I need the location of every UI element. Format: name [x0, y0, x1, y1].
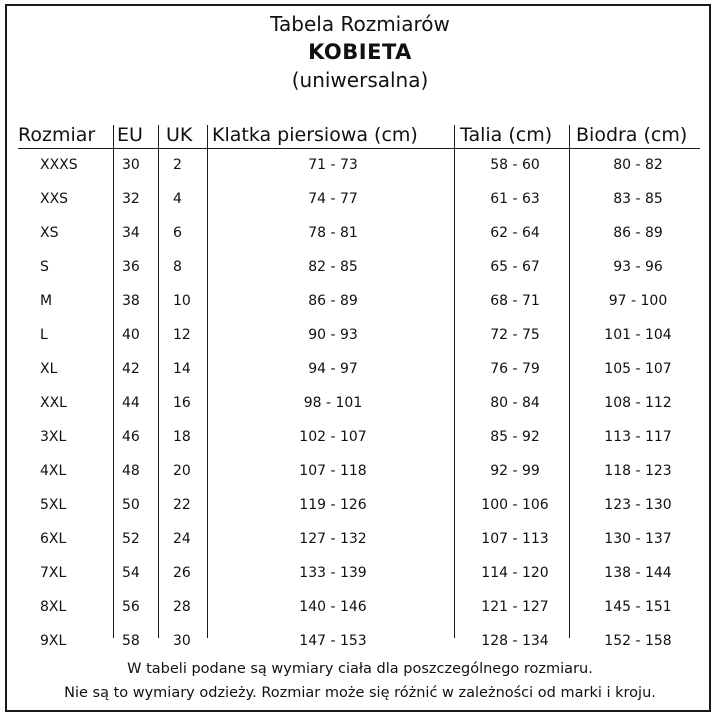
- waist-cell: 80 - 84: [490, 395, 540, 411]
- uk-cell: 30: [173, 633, 191, 649]
- uk-cell: 2: [173, 157, 182, 173]
- footer-line: W tabeli podane są wymiary ciała dla poszczególnego rozmiaru.: [127, 661, 593, 677]
- hips-cell: 83 - 85: [613, 191, 663, 207]
- size-cell: XXXS: [40, 157, 78, 173]
- waist-cell: 107 - 113: [481, 531, 549, 547]
- waist-cell: 76 - 79: [490, 361, 540, 377]
- uk-cell: 18: [173, 429, 191, 445]
- page-subtitle: KOBIETA: [308, 40, 412, 64]
- eu-cell: 30: [122, 157, 140, 173]
- chest-cell: 119 - 126: [299, 497, 367, 513]
- size-cell: 4XL: [40, 463, 67, 479]
- uk-cell: 24: [173, 531, 191, 547]
- eu-cell: 56: [122, 599, 140, 615]
- table-row: [0, 626, 720, 660]
- hips-cell: 138 - 144: [604, 565, 672, 581]
- uk-cell: 20: [173, 463, 191, 479]
- chest-cell: 82 - 85: [308, 259, 358, 275]
- uk-cell: 12: [173, 327, 191, 343]
- size-cell: XS: [40, 225, 59, 241]
- table-row: [0, 184, 720, 218]
- chest-cell: 133 - 139: [299, 565, 367, 581]
- uk-cell: 6: [173, 225, 182, 241]
- table-row: [0, 456, 720, 490]
- header-size: Rozmiar: [18, 124, 96, 146]
- eu-cell: 48: [122, 463, 140, 479]
- chest-cell: 74 - 77: [308, 191, 358, 207]
- table-row: [0, 388, 720, 422]
- hips-cell: 118 - 123: [604, 463, 672, 479]
- size-cell: M: [40, 293, 53, 309]
- uk-cell: 14: [173, 361, 191, 377]
- table-row: [0, 320, 720, 354]
- chest-cell: 86 - 89: [308, 293, 358, 309]
- waist-cell: 61 - 63: [490, 191, 540, 207]
- size-cell: XXL: [40, 395, 67, 411]
- waist-cell: 72 - 75: [490, 327, 540, 343]
- eu-cell: 52: [122, 531, 140, 547]
- hips-cell: 80 - 82: [613, 157, 663, 173]
- size-cell: 6XL: [40, 531, 67, 547]
- waist-cell: 68 - 71: [490, 293, 540, 309]
- waist-cell: 85 - 92: [490, 429, 540, 445]
- waist-cell: 121 - 127: [481, 599, 549, 615]
- header-waist: Talia (cm): [460, 124, 553, 146]
- uk-cell: 28: [173, 599, 191, 615]
- table-row: [0, 592, 720, 626]
- hips-cell: 123 - 130: [604, 497, 672, 513]
- table-row: [0, 524, 720, 558]
- table-row: [0, 422, 720, 456]
- size-cell: 9XL: [40, 633, 67, 649]
- footer-line: Nie są to wymiary odzieży. Rozmiar może się różnić w zależności od marki i kroju.: [64, 685, 656, 701]
- hips-cell: 145 - 151: [604, 599, 672, 615]
- hips-cell: 97 - 100: [608, 293, 668, 309]
- chest-cell: 127 - 132: [299, 531, 367, 547]
- eu-cell: 46: [122, 429, 140, 445]
- waist-cell: 92 - 99: [490, 463, 540, 479]
- table-header: [0, 123, 720, 149]
- uk-cell: 10: [173, 293, 191, 309]
- hips-cell: 101 - 104: [604, 327, 672, 343]
- chest-cell: 147 - 153: [299, 633, 367, 649]
- hips-cell: 105 - 107: [604, 361, 672, 377]
- table-row: [0, 218, 720, 252]
- page-title: Tabela Rozmiarów: [270, 12, 450, 36]
- size-cell: 8XL: [40, 599, 67, 615]
- hips-cell: 93 - 96: [613, 259, 663, 275]
- hips-cell: 130 - 137: [604, 531, 672, 547]
- size-cell: 3XL: [40, 429, 67, 445]
- table-row: [0, 150, 720, 184]
- chest-cell: 94 - 97: [308, 361, 358, 377]
- header-chest: Klatka piersiowa (cm): [212, 124, 418, 146]
- header-divider: [18, 148, 700, 149]
- header-eu: EU: [117, 124, 143, 146]
- eu-cell: 44: [122, 395, 140, 411]
- hips-cell: 108 - 112: [604, 395, 672, 411]
- chest-cell: 98 - 101: [303, 395, 363, 411]
- waist-cell: 114 - 120: [481, 565, 549, 581]
- size-cell: L: [40, 327, 48, 343]
- table-row: [0, 252, 720, 286]
- chest-cell: 140 - 146: [299, 599, 367, 615]
- table-row: [0, 490, 720, 524]
- chest-cell: 102 - 107: [299, 429, 367, 445]
- chest-cell: 90 - 93: [308, 327, 358, 343]
- size-cell: S: [40, 259, 49, 275]
- waist-cell: 62 - 64: [490, 225, 540, 241]
- eu-cell: 54: [122, 565, 140, 581]
- size-cell: 5XL: [40, 497, 67, 513]
- size-cell: XL: [40, 361, 58, 377]
- hips-cell: 152 - 158: [604, 633, 672, 649]
- eu-cell: 32: [122, 191, 140, 207]
- waist-cell: 128 - 134: [481, 633, 549, 649]
- chest-cell: 71 - 73: [308, 157, 358, 173]
- table-row: [0, 286, 720, 320]
- eu-cell: 58: [122, 633, 140, 649]
- eu-cell: 40: [122, 327, 140, 343]
- uk-cell: 26: [173, 565, 191, 581]
- eu-cell: 36: [122, 259, 140, 275]
- hips-cell: 113 - 117: [604, 429, 672, 445]
- size-cell: 7XL: [40, 565, 67, 581]
- page-note: (uniwersalna): [291, 68, 429, 92]
- eu-cell: 50: [122, 497, 140, 513]
- chest-cell: 78 - 81: [308, 225, 358, 241]
- uk-cell: 4: [173, 191, 182, 207]
- eu-cell: 42: [122, 361, 140, 377]
- size-cell: XXS: [40, 191, 69, 207]
- hips-cell: 86 - 89: [613, 225, 663, 241]
- uk-cell: 16: [173, 395, 191, 411]
- chest-cell: 107 - 118: [299, 463, 367, 479]
- header-hips: Biodra (cm): [576, 124, 688, 146]
- table-row: [0, 558, 720, 592]
- table-row: [0, 354, 720, 388]
- uk-cell: 8: [173, 259, 182, 275]
- eu-cell: 38: [122, 293, 140, 309]
- title-block: [0, 10, 720, 94]
- header-uk: UK: [166, 124, 193, 146]
- waist-cell: 100 - 106: [481, 497, 549, 513]
- uk-cell: 22: [173, 497, 191, 513]
- eu-cell: 34: [122, 225, 140, 241]
- waist-cell: 65 - 67: [490, 259, 540, 275]
- waist-cell: 58 - 60: [490, 157, 540, 173]
- footer-note: [0, 657, 720, 705]
